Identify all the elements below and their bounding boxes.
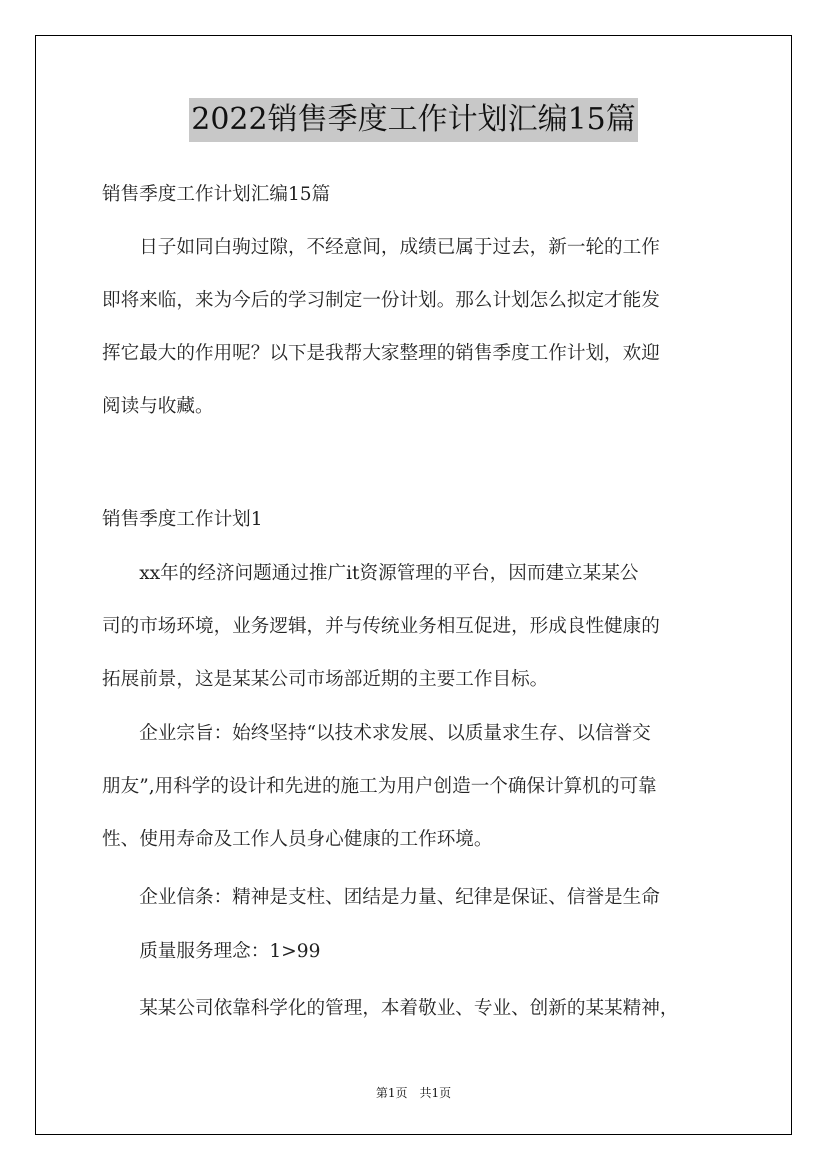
paragraph-2: [102, 707, 732, 866]
text-line: 企业宗旨：始终坚持“以技术求发展、以质量求生存、以信誉交: [102, 723, 651, 744]
document-subtitle: [102, 168, 732, 221]
text-line: 日子如同白驹过隙，不经意间，成绩已属于过去，新一轮的工作: [102, 237, 660, 258]
text-line: 朋友”,用科学的设计和先进的施工为用户创造一个确保计算机的可靠: [102, 776, 657, 797]
text-line: 拓展前景，这是某某公司市场部近期的主要工作目标。: [102, 669, 549, 690]
text-line: 性、使用寿命及工作人员身心健康的工作环境。: [102, 829, 493, 850]
subtitle-line: 销售季度工作计划汇编15篇: [102, 184, 331, 205]
text-line: 阅读与收藏。: [102, 396, 214, 417]
text-line: 质量服务理念：1>99: [102, 941, 321, 962]
text-line: 即将来临，来为今后的学习制定一份计划。那么计划怎么拟定才能发: [102, 290, 660, 311]
text-line: 挥它最大的作用呢？以下是我帮大家整理的销售季度工作计划，欢迎: [102, 343, 660, 364]
text-line: 司的市场环境，业务逻辑，并与传统业务相互促进，形成良性健康的: [102, 616, 660, 637]
intro-paragraph: [102, 221, 732, 433]
document-title: 2022销售季度工作计划汇编15篇: [189, 98, 638, 142]
paragraph-3: [102, 871, 732, 924]
title-container: [0, 98, 827, 142]
heading-line: 销售季度工作计划1: [102, 509, 263, 530]
paragraph-1: [102, 547, 732, 706]
text-line: 企业信条：精神是支柱、团结是力量、纪律是保证、信誉是生命: [102, 887, 660, 908]
text-line: 某某公司依靠科学化的管理，本着敬业、专业、创新的某某精神，: [102, 998, 679, 1019]
page-footer: 第1页 共1页: [375, 1086, 452, 1100]
section-heading: [102, 493, 732, 546]
paragraph-5: [102, 982, 732, 1035]
text-line: xx年的经济问题通过推广it资源管理的平台，因而建立某某公: [102, 563, 639, 584]
paragraph-4: [102, 925, 732, 978]
